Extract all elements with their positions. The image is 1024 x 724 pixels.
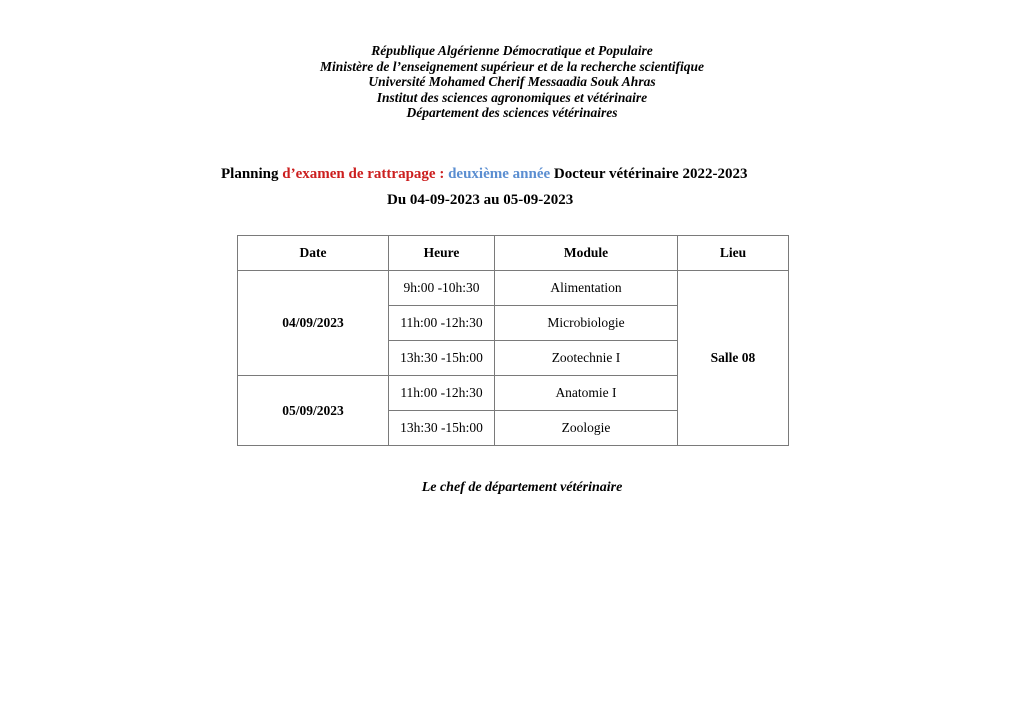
- header-line-republic: République Algérienne Démocratique et Populaire: [371, 43, 653, 58]
- module-cell: Zoologie: [495, 411, 678, 446]
- header-line-department: Département des sciences vétérinaires: [406, 105, 618, 120]
- date-cell: 05/09/2023: [238, 376, 389, 446]
- heure-cell: 11h:00 -12h:30: [389, 306, 495, 341]
- header-heure: Heure: [389, 236, 495, 271]
- header-date: Date: [238, 236, 389, 271]
- title-exam-type: d’examen de rattrapage :: [282, 166, 449, 182]
- heure-cell: 9h:00 -10h:30: [389, 271, 495, 306]
- heure-cell: 13h:30 -15h:00: [389, 341, 495, 376]
- module-cell: Zootechnie I: [495, 341, 678, 376]
- header-module: Module: [495, 236, 678, 271]
- table-header-row: [238, 236, 789, 271]
- title-planning: Planning: [221, 166, 283, 182]
- page-title: [221, 166, 747, 183]
- lieu-cell: Salle 08: [678, 271, 789, 446]
- document-header: [0, 43, 1024, 121]
- title-program: Docteur vétérinaire 2022-2023: [550, 166, 748, 182]
- header-line-institute: Institut des sciences agronomiques et vétérinaire: [376, 89, 648, 105]
- signature-line: Le chef de département vétérinaire: [421, 480, 623, 495]
- module-cell: Alimentation: [495, 271, 678, 306]
- exam-schedule-table: [237, 235, 789, 446]
- date-range: Du 04-09-2023 au 05-09-2023: [387, 192, 574, 208]
- module-cell: Anatomie I: [495, 376, 678, 411]
- module-cell: Microbiologie: [495, 306, 678, 341]
- heure-cell: 11h:00 -12h:30: [389, 376, 495, 411]
- header-line-ministry: Ministère de l’enseignement supérieur et de la recherche scientifique: [320, 58, 704, 74]
- table-row: [238, 271, 789, 306]
- date-cell: 04/09/2023: [238, 271, 389, 376]
- title-year: deuxième année: [448, 166, 551, 182]
- header-lieu: Lieu: [678, 236, 789, 271]
- header-line-university: Université Mohamed Cherif Messaadia Souk Ahras: [368, 74, 656, 89]
- heure-cell: 13h:30 -15h:00: [389, 411, 495, 446]
